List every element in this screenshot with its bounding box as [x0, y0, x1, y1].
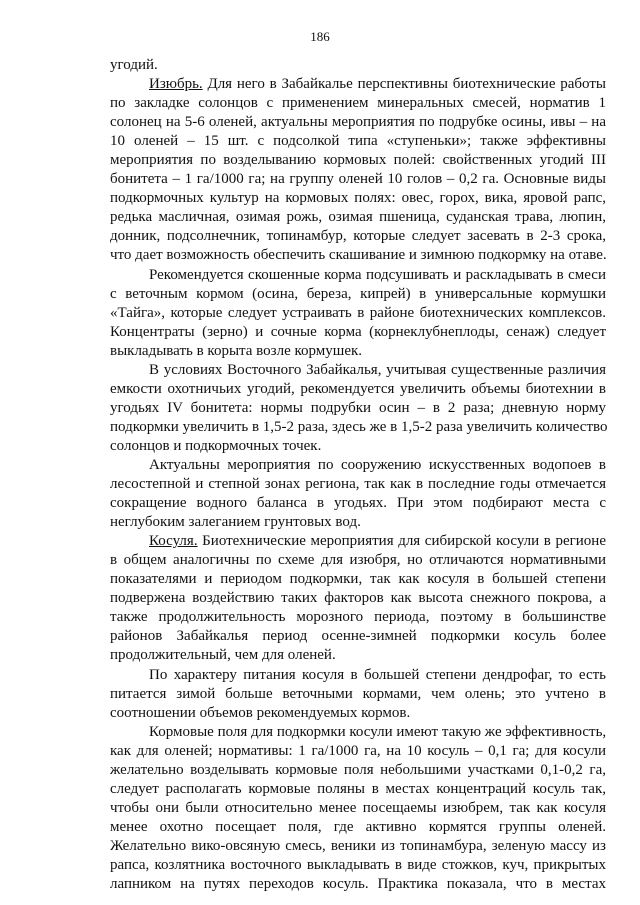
line-text: Концентраты (зерно) и сочные корма (корнеклубнеплоды, сенаж) следует	[110, 323, 606, 340]
line-text: солонец на 5-6 оленей, актуальны мероприятия по подрубке осины, ивы – на	[110, 114, 606, 131]
body-text	[110, 56, 606, 894]
line-text: лесостепной и степной зонах региона, так как в последние годы отмечается	[110, 476, 606, 493]
line-text: что дает возможность обеспечить скашивание и зимнюю подкормку на отаве.	[110, 247, 607, 264]
line-text: «Тайга», которые следует устраивать в районе биотехнических комплексов.	[110, 304, 606, 321]
section-heading: Косуля.	[149, 533, 198, 550]
text-line	[110, 570, 606, 589]
text-line	[110, 151, 606, 170]
line-text: подвержена воздействию таких факторов как высота снежного покрова, а	[110, 590, 606, 607]
line-text: выкладывать в корыта возле кормушек.	[110, 342, 363, 359]
line-text: в общем аналогичны по схеме для изюбря, но отличаются нормативными	[110, 552, 606, 569]
line-text: бонитета – 1 га/1000 га; на группу оленей 10 голов – 0,2 га. Основные виды	[110, 171, 606, 188]
text-line	[110, 418, 606, 437]
line-text: угодьях IV бонитета: нормы подрубки осин – в 2 раза; дневную норму	[110, 399, 606, 416]
text-line	[110, 780, 606, 799]
text-line	[110, 342, 606, 361]
text-line	[110, 361, 606, 380]
line-text: Биотехнические мероприятия для сибирской косули в регионе	[197, 533, 606, 550]
text-line	[110, 285, 606, 304]
text-line	[110, 704, 606, 723]
line-text: Рекомендуется скошенные корма подсушивать и раскладывать в смеси	[149, 266, 606, 283]
text-line	[110, 685, 606, 704]
text-line	[110, 646, 606, 665]
line-text: районов Забайкалья период осенне-зимней подкормки косуль более	[110, 628, 606, 645]
line-text: желательно возделывать кормовые поля небольшими участками 0,1-0,2 га,	[110, 761, 606, 778]
text-line	[110, 189, 606, 208]
text-line	[110, 246, 606, 265]
line-text: менее охотно посещает поля, где активно кормятся группы оленей.	[110, 818, 606, 835]
text-line	[110, 723, 606, 742]
text-line	[110, 799, 606, 818]
line-text: редька масличная, озимая рожь, озимая пшеница, суданская трава, люпин,	[110, 209, 606, 226]
line-text: В условиях Восточного Забайкалья, учитывая существенные различия	[149, 361, 606, 378]
text-line	[110, 818, 606, 837]
text-line	[110, 551, 606, 570]
line-text: солонцов и подкормочных точек.	[110, 437, 322, 454]
text-line	[110, 875, 606, 894]
line-text: неглубоким залеганием грунтовых вод.	[110, 514, 361, 531]
text-line	[110, 456, 606, 475]
text-line	[110, 494, 606, 513]
line-text: подкормочных культур на кормовых полях: овес, горох, вика, яровой рапс,	[110, 190, 606, 207]
line-text: Желательно вико-овсяную смесь, веники из топинамбура, зеленую массу из	[110, 837, 606, 854]
text-line	[110, 761, 606, 780]
line-text: как для оленей; нормативы: 1 га/1000 га, на 10 косуль – 0,1 га; для косули	[110, 742, 606, 759]
text-line	[110, 608, 606, 627]
line-text: по закладке солонцов с применением минеральных смесей, норматив 1	[110, 95, 606, 112]
text-line	[110, 437, 606, 456]
line-text: чтобы они были относительно менее посещаемы изюбрем, так как косуля	[110, 799, 606, 816]
line-text: донник, подсолнечник, топинамбур, которые следует засевать в 2-3 срока,	[110, 228, 606, 245]
text-line	[110, 75, 606, 94]
text-line	[110, 666, 606, 685]
text-line	[110, 266, 606, 285]
line-text: продолжительный, чем для оленей.	[110, 647, 336, 664]
text-line	[110, 837, 606, 856]
text-line	[110, 856, 606, 875]
line-text: соотношении объемов рекомендуемых кормов.	[110, 704, 411, 721]
text-line	[110, 589, 606, 608]
text-line	[110, 627, 606, 646]
text-line	[110, 56, 606, 75]
text-line	[110, 532, 606, 551]
text-line	[110, 380, 606, 399]
text-line	[110, 170, 606, 189]
line-text: питается зимой больше веточными кормами, чем олень; это учтено в	[110, 685, 606, 702]
text-line	[110, 227, 606, 246]
text-line	[110, 304, 606, 323]
line-text: следует располагать кормовые поляны в местах концентраций косуль так,	[110, 780, 606, 797]
page-number: 186	[310, 29, 330, 44]
text-line	[110, 742, 606, 761]
line-text: показателями и периодом подкормки, так как косуля в большей степени	[110, 571, 606, 588]
line-text: Актуальны мероприятия по сооружению искусственных водопоев в	[149, 456, 606, 473]
line-text: Кормовые поля для подкормки косули имеют такую же эффективность,	[149, 723, 607, 740]
text-line	[110, 208, 606, 227]
section-heading: Изюбрь.	[149, 76, 203, 93]
line-text: также продолжительность морозного периода, поэтому в большинстве	[110, 609, 606, 626]
line-text: рапса, козлятника восточного выкладывать в виде стожков, куч, прикрытых	[110, 856, 606, 873]
line-text: По характеру питания косуля в большей степени дендрофаг, то есть	[149, 666, 606, 683]
text-line	[110, 513, 606, 532]
line-text: подкормки увеличить в 1,5-2 раза, здесь же в 1,5-2 раза увеличить количество	[110, 418, 608, 435]
line-text: 10 оленей – 15 шт. с подсолкой типа «ступеньки»; также эффективны	[110, 133, 606, 150]
text-line	[110, 475, 606, 494]
text-line	[110, 132, 606, 151]
line-text: мероприятия по возделыванию кормовых полей: свойственных угодий III	[110, 152, 606, 169]
line-text: угодий.	[110, 57, 158, 73]
line-text: Для него в Забайкалье перспективны биотехнические работы	[202, 76, 606, 93]
line-text: лапником на путях переходов косуль. Практика показала, что в местах	[110, 876, 606, 893]
line-text: емкости охотничьих угодий, рекомендуется увеличить объемы биотехнии в	[110, 380, 606, 397]
text-line	[110, 113, 606, 132]
line-text: сокращение водного баланса в угодьях. При этом подбирают места с	[110, 495, 606, 512]
text-line	[110, 94, 606, 113]
text-line	[110, 399, 606, 418]
text-line	[110, 323, 606, 342]
line-text: с веточным кормом (осина, береза, кипрей) в универсальные кормушки	[110, 285, 606, 302]
